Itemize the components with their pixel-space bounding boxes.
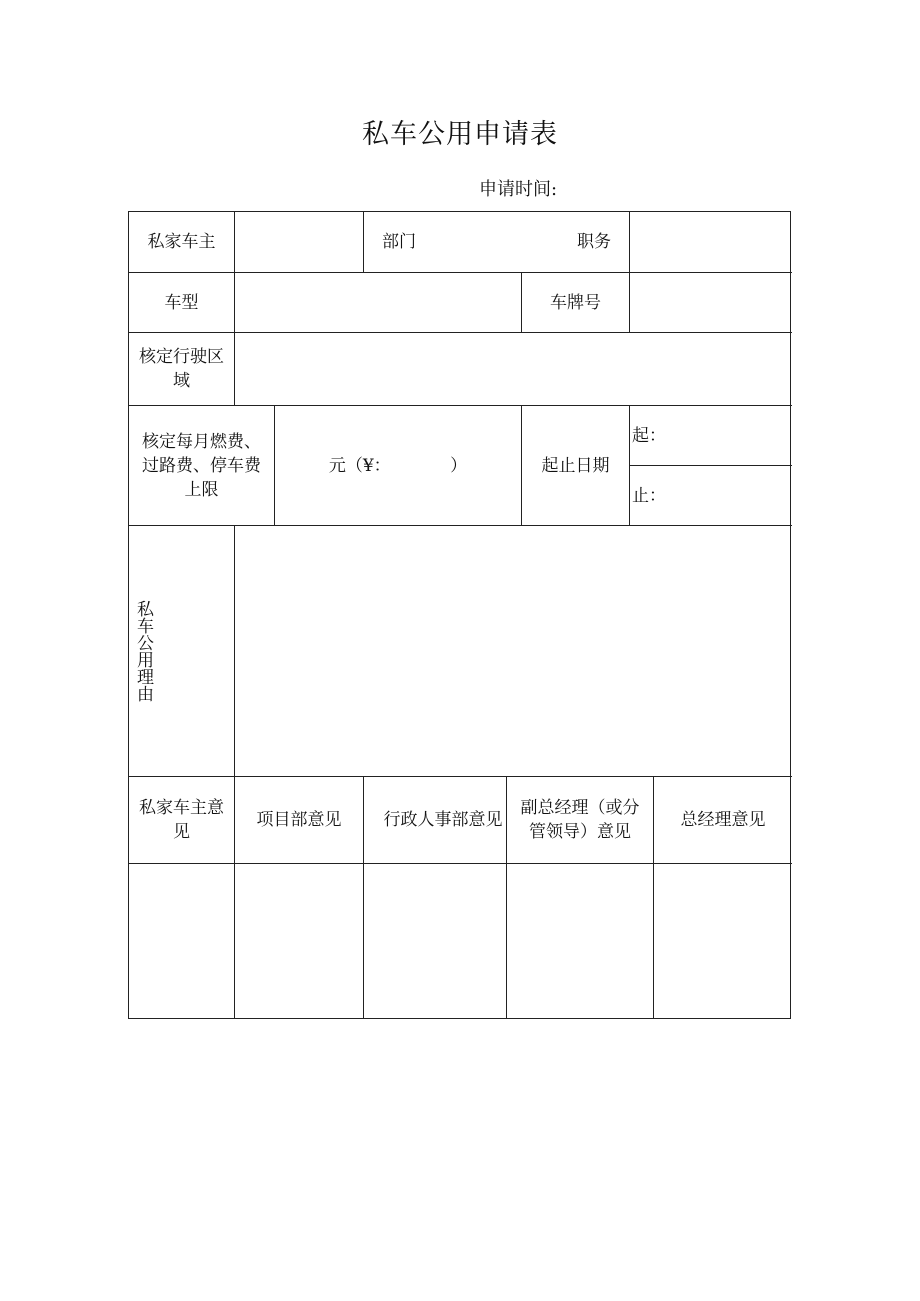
position-label: 职务 [577, 232, 611, 252]
vice-gm-opinion-label: 副总经理（或分管领导）意见 [520, 798, 640, 842]
project-opinion-label-cell [235, 777, 364, 864]
page-title: 私车公用申请表 [362, 119, 558, 150]
area-input[interactable] [235, 333, 792, 406]
department-cell[interactable] [364, 212, 630, 273]
car-model-label: 车型 [164, 292, 199, 313]
position-input[interactable] [630, 212, 792, 273]
reason-label-cell [129, 526, 235, 777]
owner-label-cell [129, 212, 235, 273]
reason-label: 私车公用理由 [133, 600, 153, 702]
area-label: 核定行驶区域 [139, 347, 224, 391]
end-date-input[interactable] [630, 466, 792, 526]
owner-opinion-label: 私家车主意见 [139, 798, 224, 842]
fee-label: 核定每月燃费、过路费、停车费上限 [142, 431, 261, 500]
vice-gm-opinion-input[interactable] [507, 864, 654, 1018]
plate-label: 车牌号 [550, 292, 601, 313]
car-model-label-cell [129, 273, 235, 333]
gm-opinion-input[interactable] [654, 864, 792, 1018]
admin-hr-opinion-label: 行政人事部意见 [383, 810, 503, 830]
department-label: 部门 [382, 232, 416, 252]
plate-input[interactable] [630, 273, 792, 333]
gm-opinion-label-cell [654, 777, 792, 864]
area-label-cell [129, 333, 235, 406]
owner-opinion-label-cell [129, 777, 235, 864]
date-range-label: 起止日期 [541, 455, 610, 476]
fee-input[interactable] [275, 406, 522, 526]
project-opinion-input[interactable] [235, 864, 364, 1018]
car-model-input[interactable] [235, 273, 522, 333]
end-label: 止： [632, 485, 666, 506]
admin-hr-opinion-input[interactable] [364, 864, 507, 1018]
date-range-label-cell [522, 406, 630, 526]
reason-input[interactable] [235, 526, 792, 777]
owner-label: 私家车主 [147, 232, 216, 252]
project-opinion-label: 项目部意见 [256, 810, 342, 830]
apply-time-label: 申请时间: [479, 179, 558, 200]
plate-label-cell [522, 273, 630, 333]
application-form [128, 211, 791, 1019]
admin-hr-opinion-label-cell [364, 777, 507, 864]
fee-value: 元（¥： ） [328, 455, 468, 476]
owner-input[interactable] [235, 212, 364, 273]
start-date-input[interactable] [630, 406, 792, 466]
fee-label-cell [129, 406, 275, 526]
owner-opinion-input[interactable] [129, 864, 235, 1018]
vice-gm-opinion-label-cell [507, 777, 654, 864]
gm-opinion-label: 总经理意见 [680, 810, 766, 830]
start-label: 起： [632, 425, 666, 446]
